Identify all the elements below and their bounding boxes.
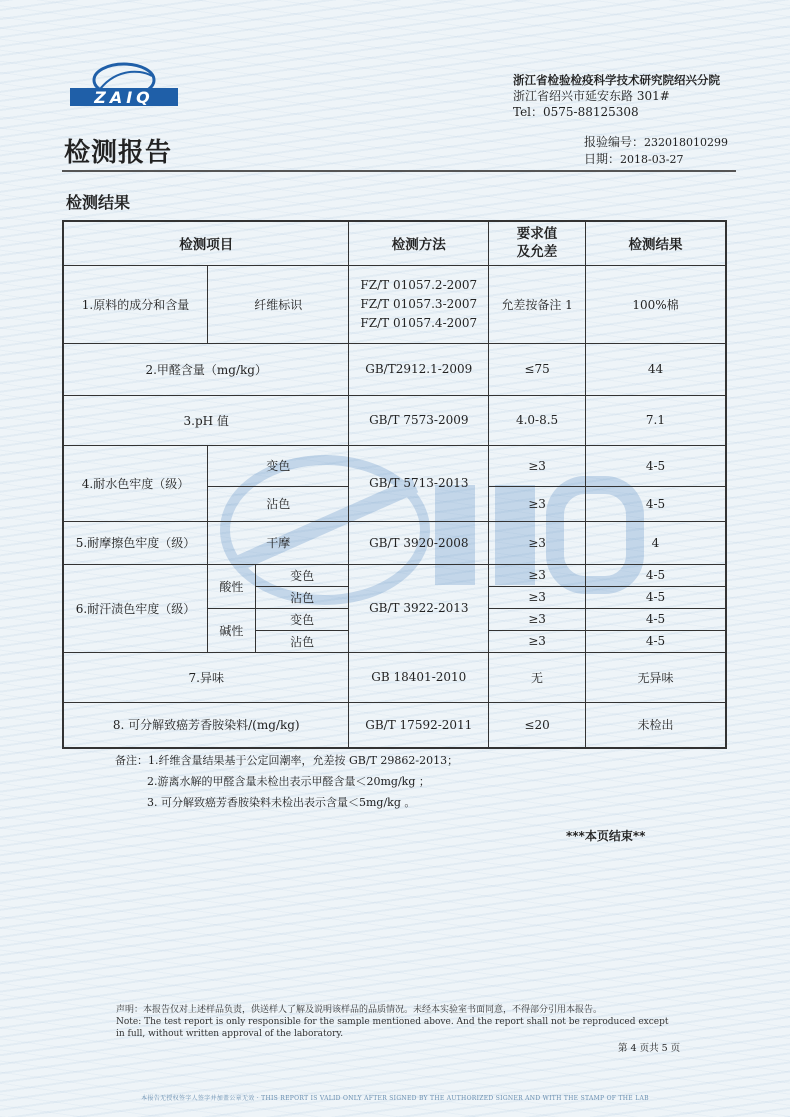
row6-acid: 酸性 (208, 564, 256, 608)
row6-alkali: 碱性 (208, 608, 256, 652)
row4-result1: 4-5 (585, 445, 726, 486)
page-end-marker: ***本页结束** (566, 829, 646, 843)
report-date: 2018-03-27 (620, 153, 684, 166)
row1-sub: 纤维标识 (208, 265, 349, 343)
row6-result4: 4-5 (585, 630, 726, 652)
row6-requirement4: ≥3 (489, 630, 586, 652)
table-header-row (63, 221, 726, 265)
table-row (63, 343, 726, 395)
header-divider (62, 170, 736, 172)
row1-method (349, 265, 489, 343)
table-row (63, 395, 726, 445)
disclaimer-cn: 声明：本报告仅对上述样品负责，供送样人了解及说明该样品的品质情况。未经本实验室书面同意，不得部分引用本报告。 (116, 1005, 603, 1015)
page-number: 第 4 页共 5 页 (618, 1043, 681, 1054)
row5-requirement: ≥3 (489, 521, 586, 564)
row4-result2: 4-5 (585, 486, 726, 521)
row2-result: 44 (585, 343, 726, 395)
row4-method: GB/T 5713-2013 (349, 445, 489, 521)
row6-sub1: 变色 (255, 564, 349, 586)
row5-sub: 干摩 (208, 521, 349, 564)
row4-requirement1: ≥3 (489, 445, 586, 486)
header-requirement (489, 221, 586, 265)
row7-requirement: 无 (489, 652, 586, 702)
row8-result: 未检出 (585, 702, 726, 748)
row4-sub2: 沾色 (208, 486, 349, 521)
row2-item: 2.甲醛含量（mg/kg） (63, 343, 349, 395)
note-3: 3. 可分解致癌芳香胺染料未检出表示含量＜5mg/kg 。 (147, 796, 416, 809)
organization-name: 浙江省检验检疫科学技术研究院绍兴分院 (513, 73, 720, 87)
row6-requirement1: ≥3 (489, 564, 586, 586)
row6-requirement3: ≥3 (489, 608, 586, 630)
row1-method-1: FZ/T 01057.2-2007 (360, 277, 478, 292)
table-row (63, 652, 726, 702)
report-number: 232018010299 (644, 136, 728, 149)
header-item: 检测项目 (63, 221, 349, 265)
row1-method-2: FZ/T 01057.3-2007 (360, 296, 478, 311)
row6-sub2: 沾色 (255, 586, 349, 608)
table-row (63, 564, 726, 586)
row3-requirement: 4.0-8.5 (489, 395, 586, 445)
table-row (63, 445, 726, 486)
row5-method: GB/T 3920-2008 (349, 521, 489, 564)
row2-method: GB/T2912.1-2009 (349, 343, 489, 395)
row6-requirement2: ≥3 (489, 586, 586, 608)
row6-result3: 4-5 (585, 608, 726, 630)
row5-result: 4 (585, 521, 726, 564)
disclaimer-en: Note: The test report is only responsible for the sample mentioned above. And the report shall not be reproduced except in full, without written approval of the laboratory. (116, 1017, 669, 1039)
row3-result: 7.1 (585, 395, 726, 445)
row8-requirement: ≤20 (489, 702, 586, 748)
row8-method: GB/T 17592-2011 (349, 702, 489, 748)
header-requirement-text: 要求值及允差 (516, 226, 558, 261)
row1-requirement: 允差按备注 1 (489, 265, 586, 343)
row6-sub4: 沾色 (255, 630, 349, 652)
row6-item: 6.耐汗渍色牢度（级） (63, 564, 208, 652)
results-table (62, 220, 727, 749)
report-title: 检测报告 (64, 138, 173, 168)
row7-item: 7.异味 (63, 652, 349, 702)
row1-method-3: FZ/T 01057.4-2007 (360, 315, 478, 330)
organization-info (513, 72, 733, 120)
table-row (63, 702, 726, 748)
row2-requirement: ≤75 (489, 343, 586, 395)
zaiq-logo (68, 62, 180, 108)
row6-method: GB/T 3922-2013 (349, 564, 489, 652)
row4-requirement2: ≥3 (489, 486, 586, 521)
row5-item: 5.耐摩擦色牢度（级） (63, 521, 208, 564)
footer-microtext: 本报告无授权签字人签字并加盖公章无效 · THIS REPORT IS VALID ONLY AFTER SIGNED BY THE AUTHORIZED SIGNER AND WITH THE STAMP OF THE LAB (141, 1095, 649, 1102)
row8-item: 8. 可分解致癌芳香胺染料/(mg/kg) (63, 702, 349, 748)
row4-item: 4.耐水色牢度（级） (63, 445, 208, 521)
row6-sub3: 变色 (255, 608, 349, 630)
row7-method: GB 18401-2010 (349, 652, 489, 702)
row4-sub1: 变色 (208, 445, 349, 486)
note-1: 备注：1.纤维含量结果基于公定回潮率，允差按 GB/T 29862-2013； (115, 754, 459, 767)
note-2: 2.游离水解的甲醛含量未检出表示甲醛含量＜20mg/kg ； (147, 775, 430, 788)
row1-item: 1.原料的成分和含量 (63, 265, 208, 343)
disclaimer (116, 1004, 676, 1040)
report-meta (584, 134, 728, 168)
row7-result: 无异味 (585, 652, 726, 702)
row6-result1: 4-5 (585, 564, 726, 586)
report-number-label: 报验编号： (584, 135, 645, 149)
section-title: 检测结果 (66, 193, 131, 212)
svg-text:ZAIQ: ZAIQ (94, 88, 154, 107)
organization-tel: Tel：0575-88125308 (513, 105, 639, 119)
row3-item: 3.pH 值 (63, 395, 349, 445)
table-row (63, 521, 726, 564)
row3-method: GB/T 7573-2009 (349, 395, 489, 445)
notes (115, 750, 458, 813)
header-result: 检测结果 (585, 221, 726, 265)
table-row (63, 265, 726, 343)
row1-result: 100%棉 (585, 265, 726, 343)
report-date-label: 日期： (584, 152, 621, 166)
organization-address: 浙江省绍兴市延安东路 301# (513, 89, 670, 103)
header-method: 检测方法 (349, 221, 489, 265)
row6-result2: 4-5 (585, 586, 726, 608)
